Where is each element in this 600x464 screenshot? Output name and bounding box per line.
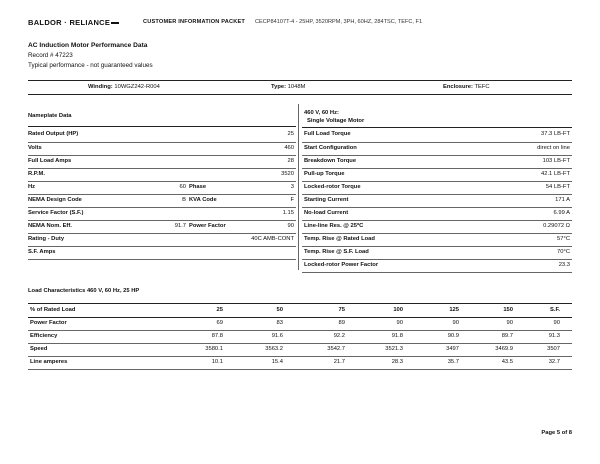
load-cell: 83 xyxy=(276,320,283,326)
load-row-label: Efficiency xyxy=(30,333,58,339)
perf-value: 57°C xyxy=(557,236,570,242)
row-rule xyxy=(28,168,296,169)
perf-label: Start Configuration xyxy=(304,145,357,151)
perf-label: Locked-rotor Power Factor xyxy=(304,262,379,268)
nema-design-code-value: B xyxy=(182,197,186,203)
page-number: Page 5 of 8 xyxy=(541,430,572,436)
load-cell: 3542.7 xyxy=(327,346,345,352)
perf-label: Starting Current xyxy=(304,197,349,203)
load-cell: 3507 xyxy=(547,346,560,352)
load-cell: 43.5 xyxy=(501,359,513,365)
kva-code-label: KVA Code xyxy=(189,197,217,203)
perf-value: 37.3 LB-FT xyxy=(541,131,570,137)
packet-title: CUSTOMER INFORMATION PACKET xyxy=(143,18,246,25)
service-factor-label: Service Factor (S.F.) xyxy=(28,210,84,216)
perf-heading-rule xyxy=(302,127,572,128)
row-rule xyxy=(302,207,572,208)
load-header-rule xyxy=(28,317,572,318)
perf-label: Temp. Rise @ Rated Load xyxy=(304,236,375,242)
perf-value: 6.99 A xyxy=(553,210,570,216)
row-rule xyxy=(28,142,296,143)
disclaimer: Typical performance - not guaranteed values xyxy=(28,62,153,69)
row-rule xyxy=(28,330,572,331)
load-cell: 92.2 xyxy=(333,333,345,339)
load-col-header: 50 xyxy=(276,307,283,313)
winding-value: 10WGZ242-R004 xyxy=(114,84,160,90)
perf-label: Locked-rotor Torque xyxy=(304,184,361,190)
perf-value: 171 A xyxy=(555,197,570,203)
phase-value: 3 xyxy=(290,184,294,190)
column-separator xyxy=(298,104,299,270)
perf-value: 54 LB-FT xyxy=(545,184,570,190)
load-cell: 89 xyxy=(338,320,345,326)
brand-logo: BALDOR · RELIANCE xyxy=(28,18,119,27)
load-cell: 32.7 xyxy=(548,359,560,365)
load-cell: 10.1 xyxy=(211,359,223,365)
document-title: AC Induction Motor Performance Data xyxy=(28,42,148,49)
row-rule xyxy=(302,233,572,234)
load-cell: 3563.2 xyxy=(265,346,283,352)
full-load-amps-label: Full Load Amps xyxy=(28,158,72,164)
enclosure-value: TEFC xyxy=(474,84,490,90)
rated-output-label: Rated Output (HP) xyxy=(28,131,79,137)
load-cell: 91.3 xyxy=(548,333,560,339)
hz-label: Hz xyxy=(28,184,36,190)
hz-value: 60 xyxy=(179,184,186,190)
perf-heading-line2: Single Voltage Motor xyxy=(307,118,365,124)
type-field xyxy=(271,84,305,90)
perf-heading-line1: 460 V, 60 Hz: xyxy=(304,110,339,116)
row-rule xyxy=(28,155,296,156)
row-rule xyxy=(302,246,572,247)
load-row-label: Power Factor xyxy=(30,320,67,326)
row-rule xyxy=(302,220,572,221)
row-rule xyxy=(28,369,572,370)
load-col-header: 150 xyxy=(503,307,513,313)
volts-value: 460 xyxy=(284,145,294,151)
load-col-header: 25 xyxy=(216,307,223,313)
perf-label: No-load Current xyxy=(304,210,349,216)
row-rule xyxy=(302,142,572,143)
type-value: 1048M xyxy=(287,84,306,90)
perf-value: 23.3 xyxy=(558,262,570,268)
volts-label: Volts xyxy=(28,145,42,151)
load-cell: 21.7 xyxy=(333,359,345,365)
row-rule xyxy=(28,220,296,221)
rating-duty-label: Rating - Duty xyxy=(28,236,65,242)
load-cell: 90 xyxy=(553,320,560,326)
load-cell: 3521.3 xyxy=(385,346,403,352)
phase-label: Phase xyxy=(189,184,207,190)
nema-design-code-label: NEMA Design Code xyxy=(28,197,82,203)
rated-output-value: 25 xyxy=(287,131,294,137)
topline-rule-top xyxy=(28,80,572,81)
load-cell: 3497 xyxy=(446,346,459,352)
rpm-label: R.P.M. xyxy=(28,171,45,177)
nema-nom-eff-value: 91.7 xyxy=(174,223,186,229)
perf-label: Full Load Torque xyxy=(304,131,351,137)
row-rule xyxy=(302,272,572,273)
winding-field xyxy=(88,84,160,90)
service-factor-value: 1.15 xyxy=(282,210,294,216)
rating-duty-value: 40C AMB-CONT xyxy=(251,236,294,242)
perf-value: 70°C xyxy=(557,249,570,255)
row-rule xyxy=(302,259,572,260)
sf-amps-label: S.F. Amps xyxy=(28,249,56,255)
load-cell: 15.4 xyxy=(271,359,283,365)
load-cell: 90 xyxy=(452,320,459,326)
load-row-label: Speed xyxy=(30,346,48,352)
load-cell: 90 xyxy=(506,320,513,326)
row-rule xyxy=(302,155,572,156)
load-cell: 69 xyxy=(216,320,223,326)
perf-value: 0.29072 Ω xyxy=(543,223,570,229)
load-table-top-rule xyxy=(28,303,572,304)
load-col-header: 100 xyxy=(393,307,403,313)
perf-value: 103 LB-FT xyxy=(542,158,570,164)
load-cell: 91.6 xyxy=(271,333,283,339)
row-rule xyxy=(28,356,572,357)
load-cell: 90.9 xyxy=(447,333,459,339)
load-heading: Load Characteristics 460 V, 60 Hz, 25 HP xyxy=(28,288,140,294)
load-col-header: % of Rated Load xyxy=(30,307,76,313)
row-rule xyxy=(28,343,572,344)
row-rule xyxy=(28,207,296,208)
winding-label: Winding: xyxy=(88,84,113,90)
full-load-amps-value: 28 xyxy=(287,158,294,164)
load-cell: 3580.1 xyxy=(205,346,223,352)
load-cell: 87.8 xyxy=(211,333,223,339)
model-description: CECP84107T-4 - 25HP, 3520RPM, 3PH, 60HZ, 284TSC, TEFC, F1 xyxy=(255,18,423,25)
nameplate-heading-rule xyxy=(28,126,296,127)
perf-value: 42.1 LB-FT xyxy=(541,171,570,177)
perf-label: Breakdown Torque xyxy=(304,158,357,164)
row-rule xyxy=(302,168,572,169)
perf-value: direct on line xyxy=(537,145,570,151)
row-rule xyxy=(302,194,572,195)
row-rule xyxy=(28,181,296,182)
enclosure-label: Enclosure: xyxy=(443,84,473,90)
kva-code-value: F xyxy=(290,197,294,203)
type-label: Type: xyxy=(271,84,287,90)
power-factor-label: Power Factor xyxy=(189,223,226,229)
topline-rule-bottom xyxy=(28,94,572,95)
row-rule xyxy=(28,233,296,234)
nema-nom-eff-label: NEMA Nom. Eff. xyxy=(28,223,72,229)
perf-label: Temp. Rise @ S.F. Load xyxy=(304,249,369,255)
record-number: Record # 47223 xyxy=(28,52,73,59)
perf-label: Pull-up Torque xyxy=(304,171,345,177)
load-cell: 3469.9 xyxy=(495,346,513,352)
row-rule xyxy=(28,246,296,247)
row-rule xyxy=(302,181,572,182)
row-rule xyxy=(28,259,296,260)
load-cell: 91.8 xyxy=(391,333,403,339)
load-col-header: S.F. xyxy=(550,307,560,313)
load-cell: 35.7 xyxy=(447,359,459,365)
nameplate-heading: Nameplate Data xyxy=(28,113,72,119)
perf-label: Line-line Res. @ 25ºC xyxy=(304,223,364,229)
load-cell: 90 xyxy=(396,320,403,326)
power-factor-value: 90 xyxy=(287,223,294,229)
row-rule xyxy=(28,194,296,195)
load-cell: 89.7 xyxy=(501,333,513,339)
rpm-value: 3520 xyxy=(281,171,294,177)
load-col-header: 75 xyxy=(338,307,345,313)
enclosure-field xyxy=(443,84,490,90)
load-col-header: 125 xyxy=(449,307,459,313)
logo-mark xyxy=(111,22,119,24)
load-row-label: Line amperes xyxy=(30,359,68,365)
load-cell: 28.3 xyxy=(391,359,403,365)
